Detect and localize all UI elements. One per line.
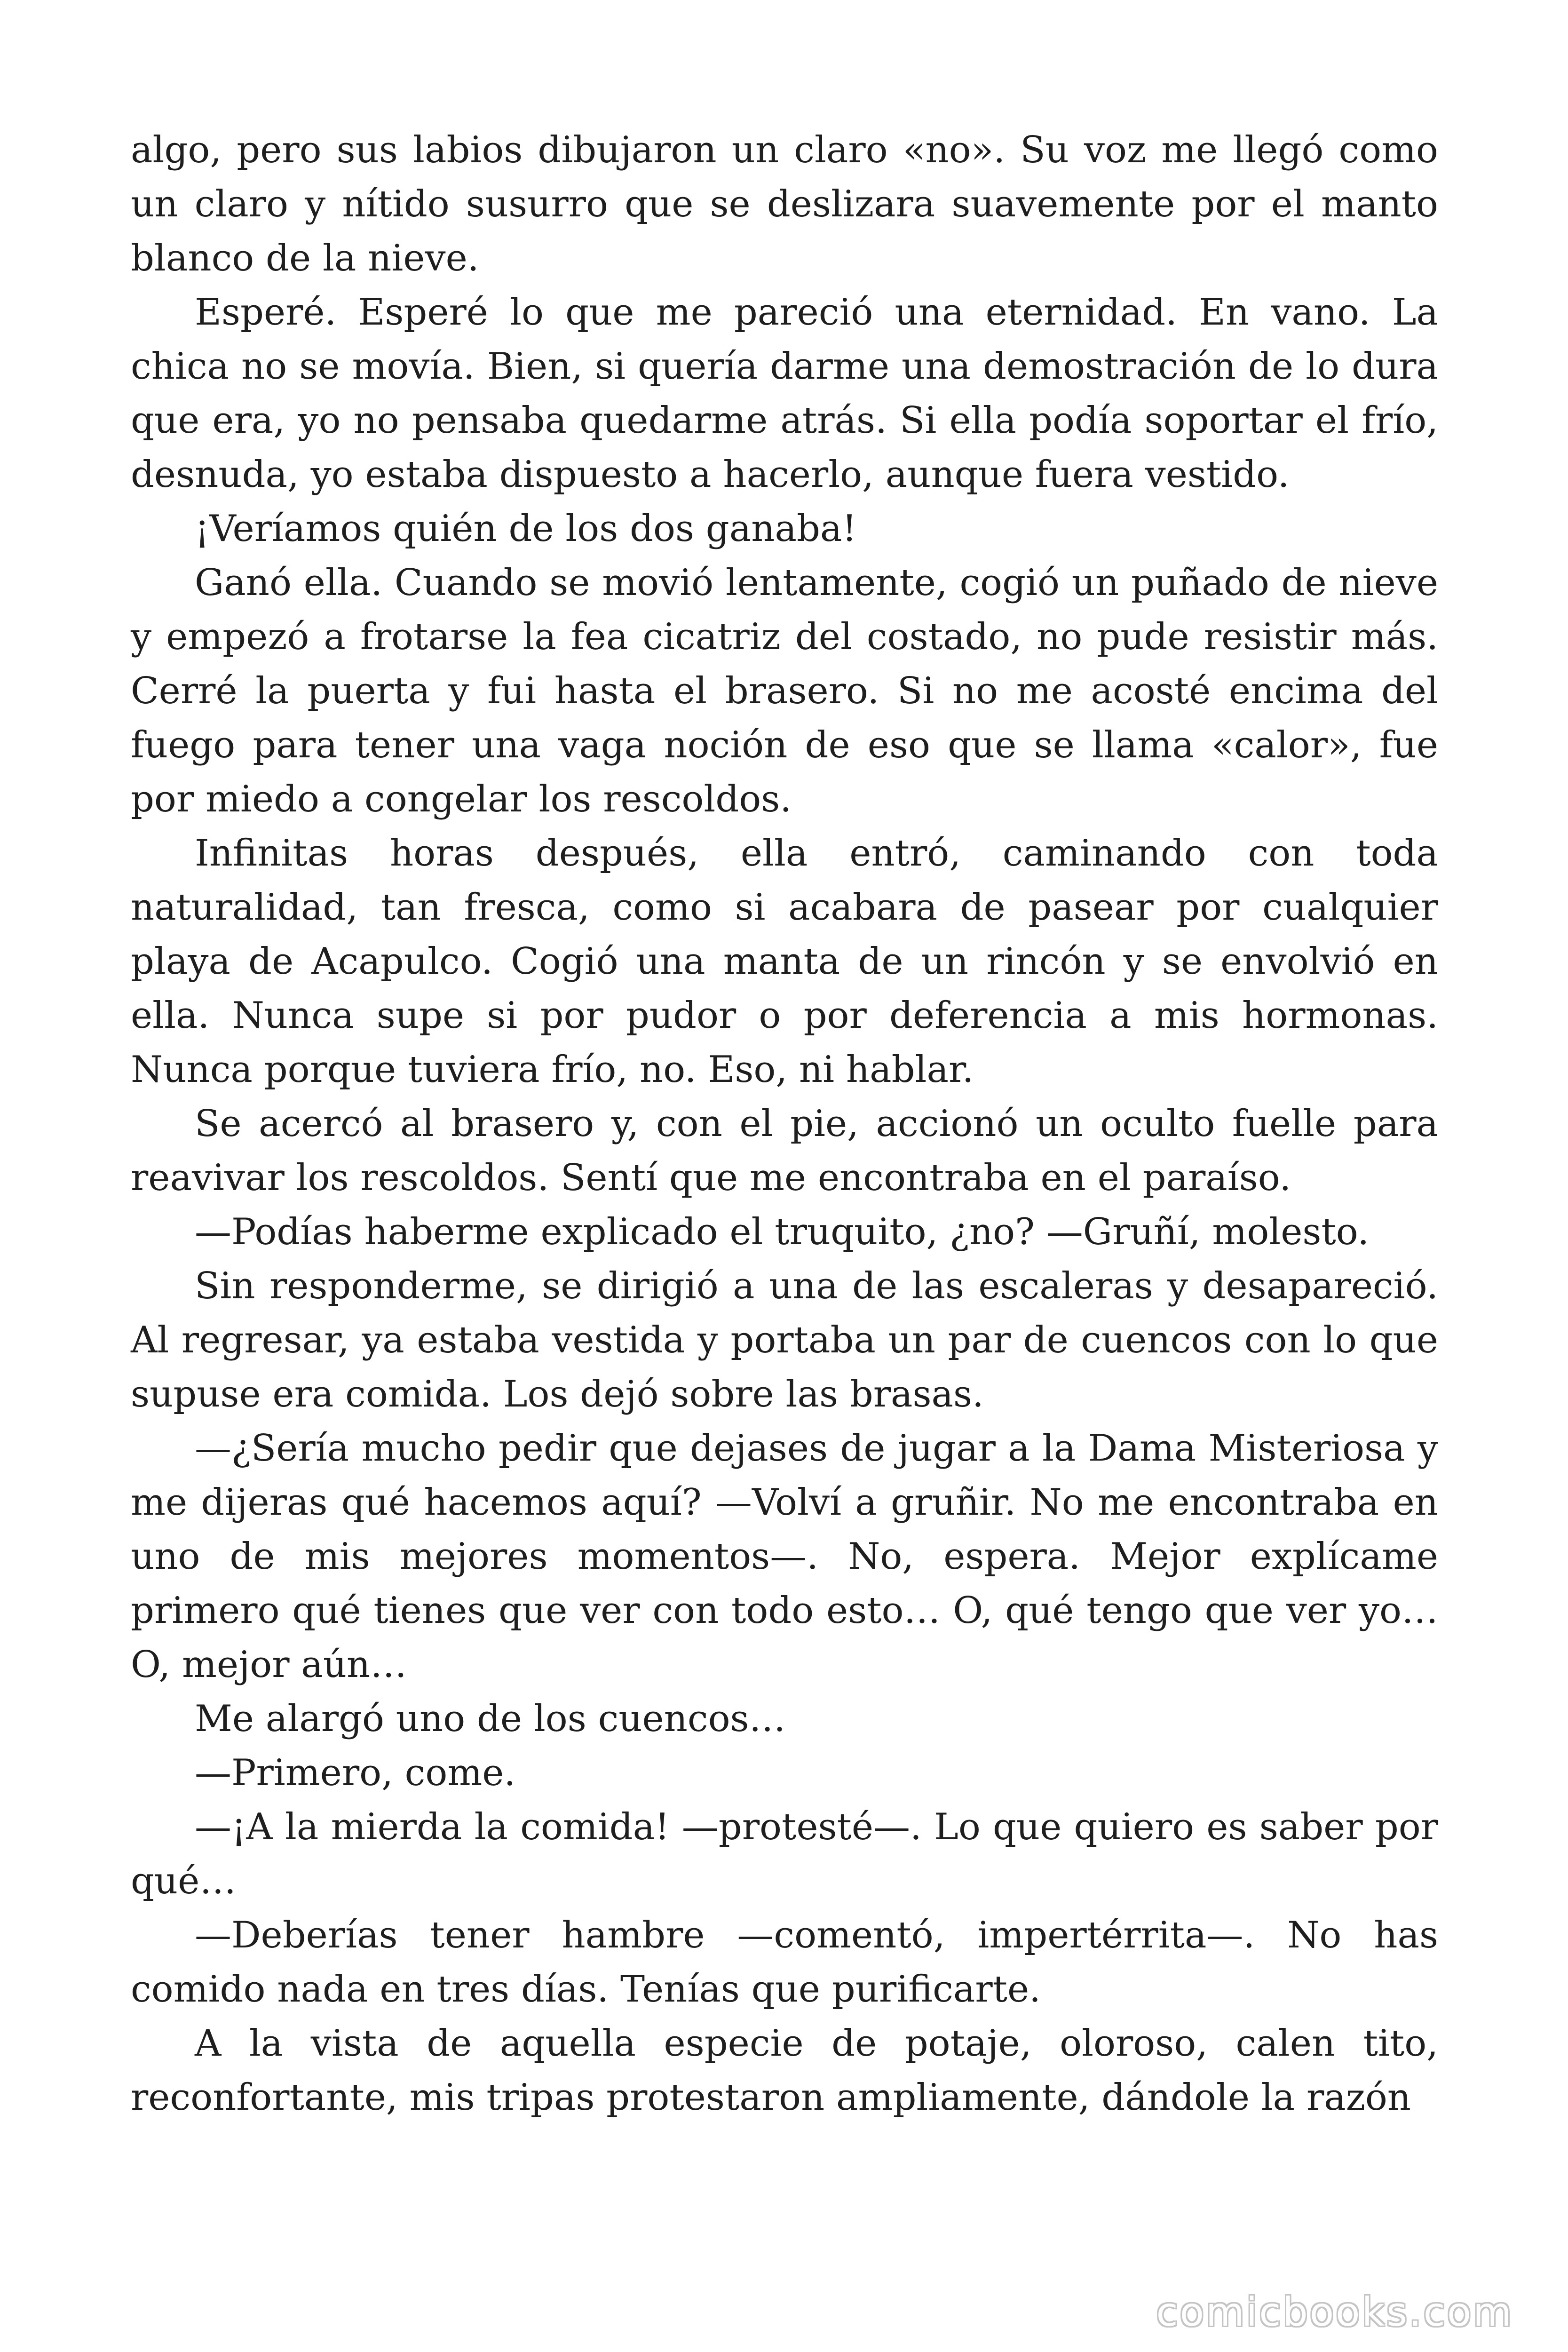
- paragraph: Se acercó al brasero y, con el pie, accionó un oculto fuelle para reavivar los rescoldos. Sentí que me encontraba en el paraíso.: [131, 1103, 1438, 1199]
- dialogue-line: —Podías haberme explicado el truquito, ¿no? —Gruñí, molesto.: [195, 1211, 1370, 1253]
- paragraph: ¡Veríamos quién de los dos ganaba!: [195, 508, 857, 550]
- paragraph-continuation: algo, pero sus labios dibujaron un claro «no». Su voz me llegó como un claro y nítido susurro que se deslizara suavemente por el manto blanco de la nieve.: [131, 129, 1438, 279]
- paragraph: Ganó ella. Cuando se movió lentamente, cogió un puñado de nieve y empezó a frotarse la fea cicatriz del costado, no pude resistir más. Cerré la puerta y fui hasta el brasero. Si no me acosté encima del fuego para tener una vaga noción de eso que se llama «calor», fue por miedo a congelar los rescoldos.: [131, 562, 1438, 820]
- paragraph: Esperé. Esperé lo que me pareció una eternidad. En vano. La chica no se movía. Bien, si quería darme una demostración de lo dura que era, yo no pensaba quedarme atrás. Si ella podía soportar el frío, desnuda, yo estaba dispuesto a hacerlo, aunque fuera vestido.: [131, 291, 1438, 496]
- paragraph: Infinitas horas después, ella entró, caminando con toda naturalidad, tan fresca, como si acabara de pasear por cualquier playa de Acapulco. Cogió una manta de un rincón y se envolvió en ella. Nunca supe si por pudor o por deferencia a mis hormonas. Nunca porque tuviera frío, no. Eso, ni hablar.: [131, 832, 1438, 1091]
- dialogue-line: —¿Sería mucho pedir que dejases de jugar a la Dama Misteriosa y me dijeras qué hacemos aquí? —Volví a gruñir. No me encontraba en uno de mis mejores momentos—. No, espera. Mejor explícame primero qué tienes que ver con todo esto… O, qué tengo que ver yo… O, mejor aún…: [131, 1427, 1438, 1686]
- dialogue-line: —Primero, come.: [195, 1752, 516, 1794]
- page-text: [131, 123, 1438, 2193]
- watermark: comicbooks.com: [1156, 2289, 1513, 2335]
- paragraph: Me alargó uno de los cuencos…: [195, 1698, 786, 1740]
- dialogue-line: —Deberías tener hambre —comentó, impertérrita—. No has comido nada en tres días. Tenías que purificarte.: [131, 1914, 1438, 2010]
- dialogue-line: —¡A la mierda la comida! —protesté—. Lo que quiero es saber por qué…: [131, 1806, 1438, 1902]
- paragraph: A la vista de aquella especie de potaje, oloroso, calen tito, reconfortante, mis tripas protestaron ampliamente, dándole la razón: [131, 2022, 1438, 2119]
- paragraph: Sin responderme, se dirigió a una de las escaleras y desapareció. Al regresar, ya estaba vestida y portaba un par de cuencos con lo que supuse era comida. Los dejó sobre las brasas.: [131, 1265, 1438, 1415]
